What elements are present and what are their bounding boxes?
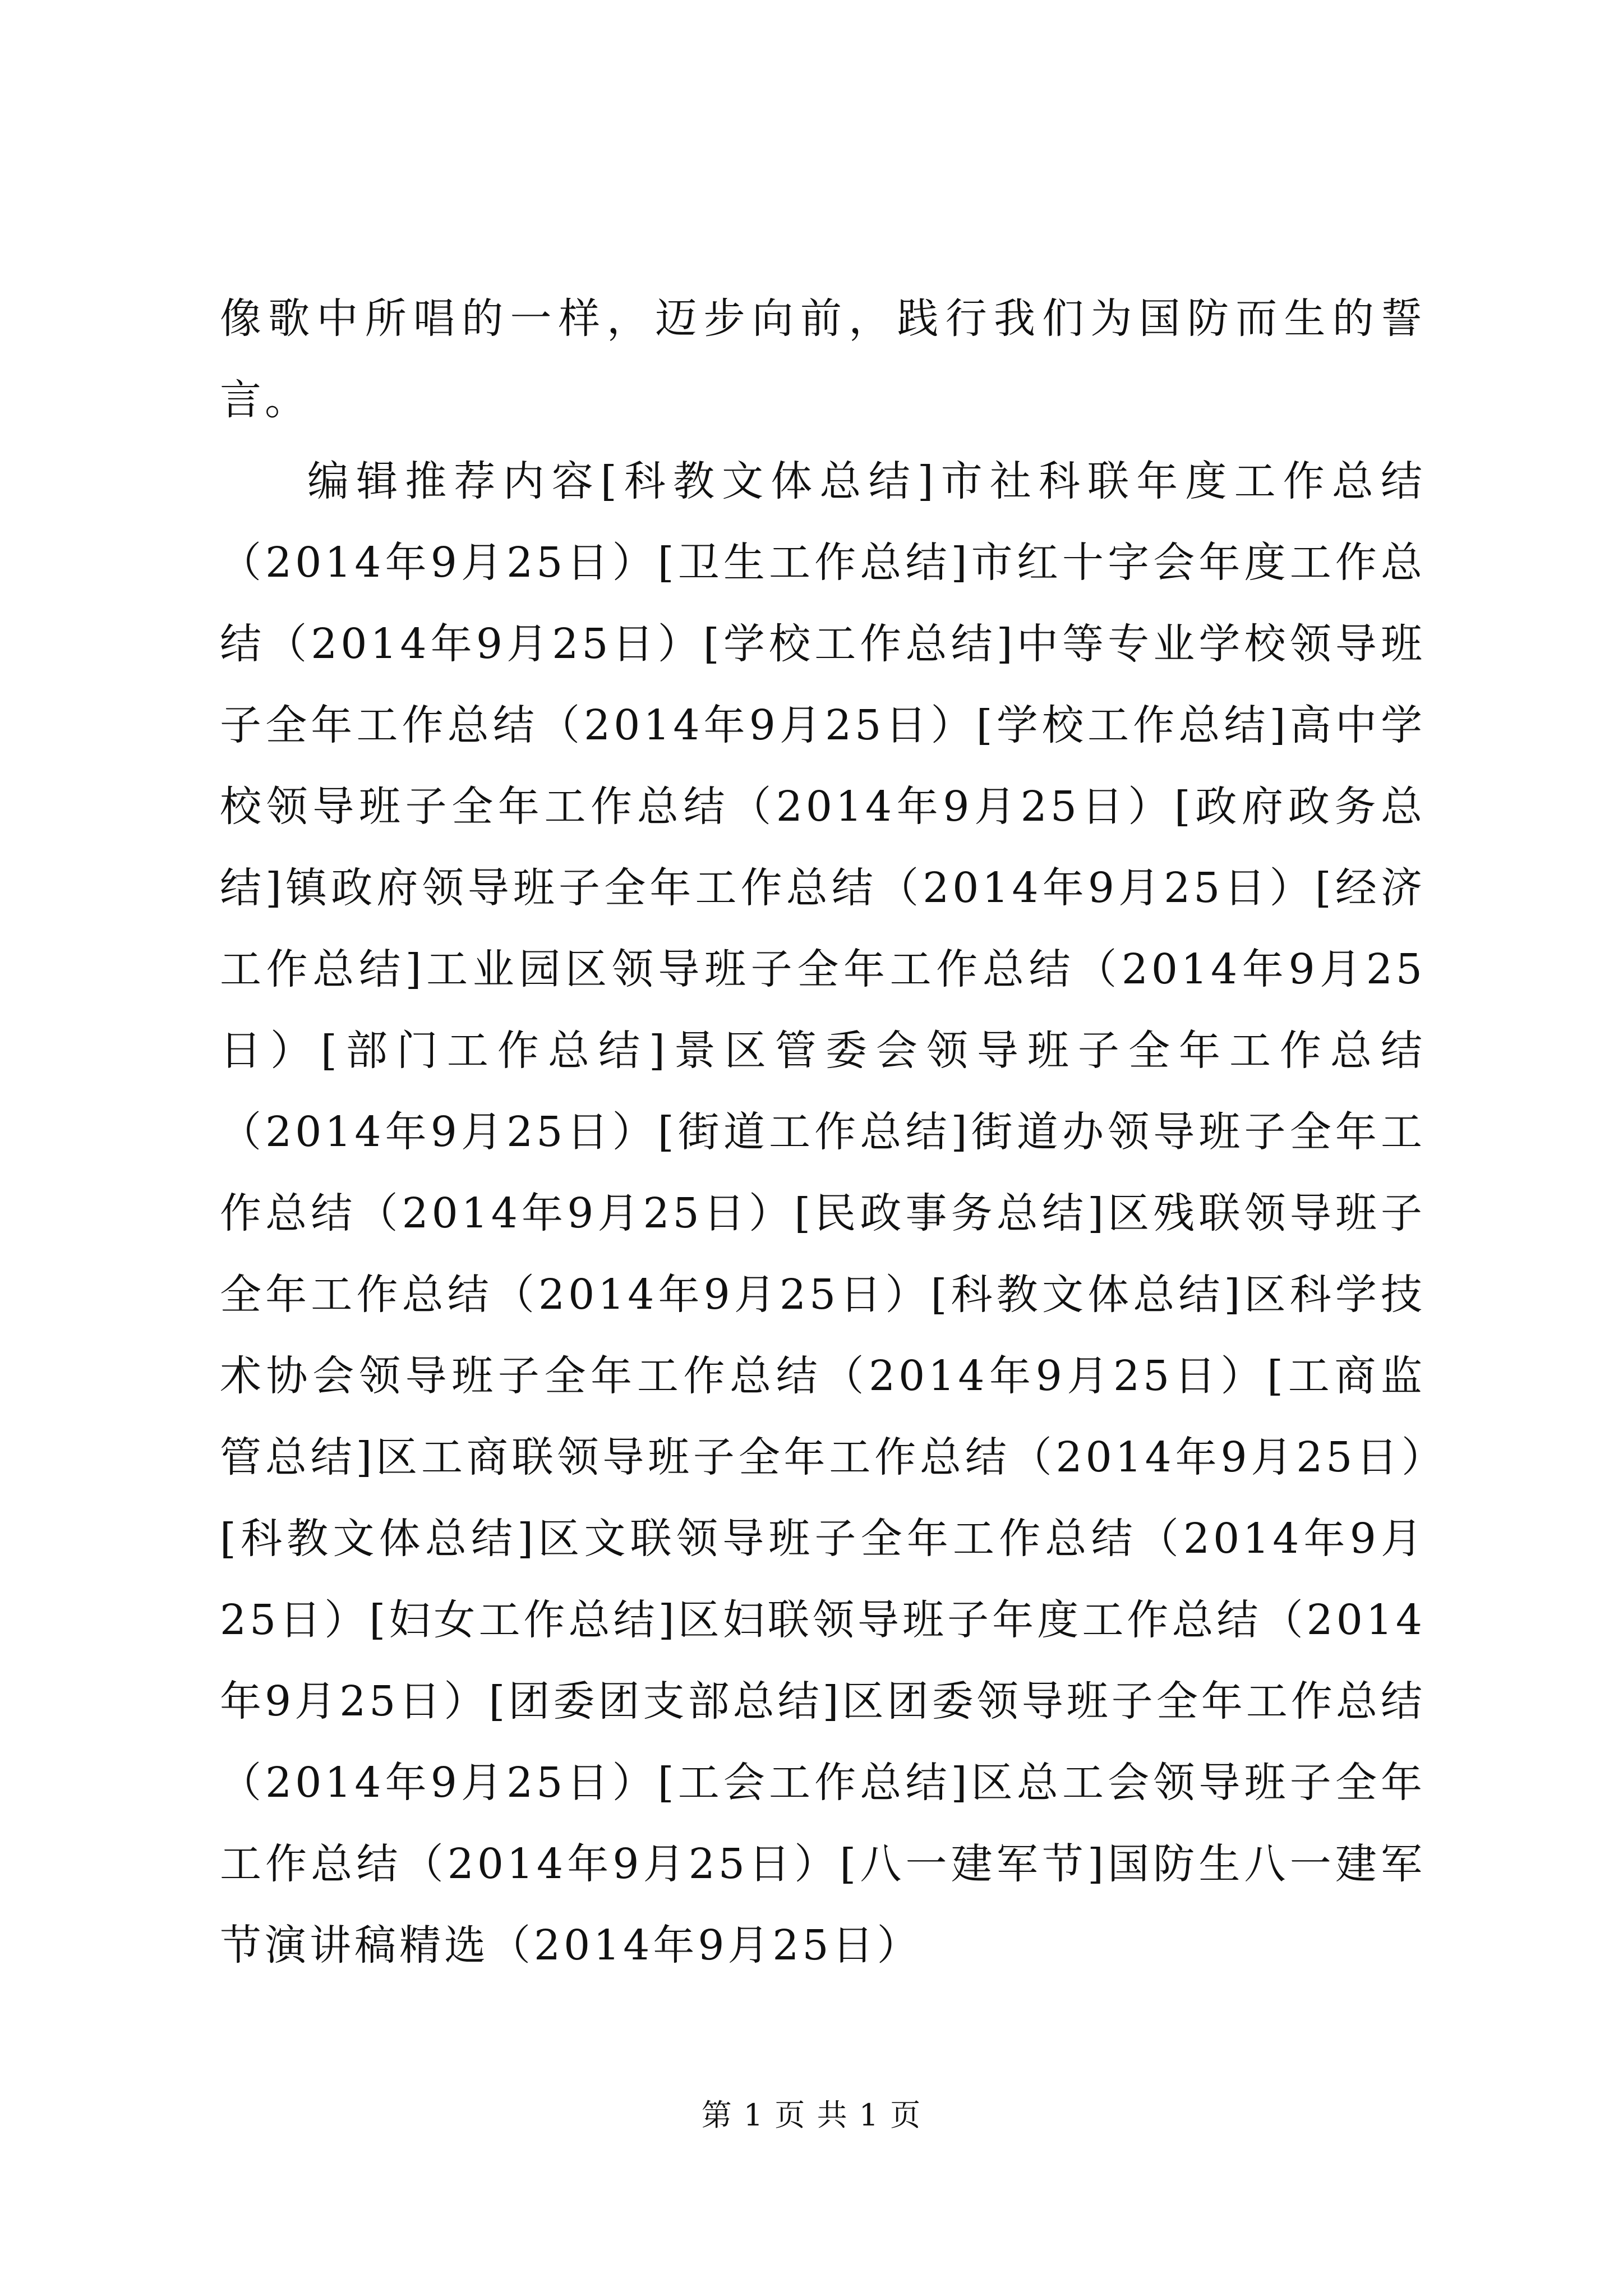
- paragraph-closing-line: 像歌中所唱的一样，迈步向前，践行我们为国防而生的誓言。: [220, 295, 1426, 424]
- page-footer: 第 1 页 共 1 页: [701, 2097, 922, 2133]
- paragraph-recommended-content: 编辑推荐内容[科教文体总结]市社科联年度工作总结（2014年9月25日）[卫生工作总结]市红十字会年度工作总结（2014年9月25日）[学校工作总结]中等专业学校领导班子全年工作总结（2014年9月25日）[学校工作总结]高中学校领导班子全年工作总结（2014年9月25日）[政府政务总结]镇政府领导班子全年工作总结（2014年9月25日）[经济工作总结]工业园区领导班子全年工作总结（2014年9月25日）[部门工作总结]景区管委会领导班子全年工作总结（2014年9月25日）[街道工作总结]街道办领导班子全年工作总结（2014年9月25日）[民政事务总结]区残联领导班子全年工作总结（2014年9月25日）[科教文体总结]区科学技术协会领导班子全年工作总结（2014年9月25日）[工商监管总结]区工商联领导班子全年工作总结（2014年9月25日）[科教文体总结]区文联领导班子全年工作总结（2014年9月25日）[妇女工作总结]区妇联领导班子年度工作总结（2014年9月25日）[团委团支部总结]区团委领导班子全年工作总结（2014年9月25日）[工会工作总结]区总工会领导班子全年工作总结（2014年9月25日）[八一建军节]国防生八一建军节演讲稿精选（2014年9月25日）: [220, 457, 1426, 1970]
- document-body: [220, 278, 1426, 1986]
